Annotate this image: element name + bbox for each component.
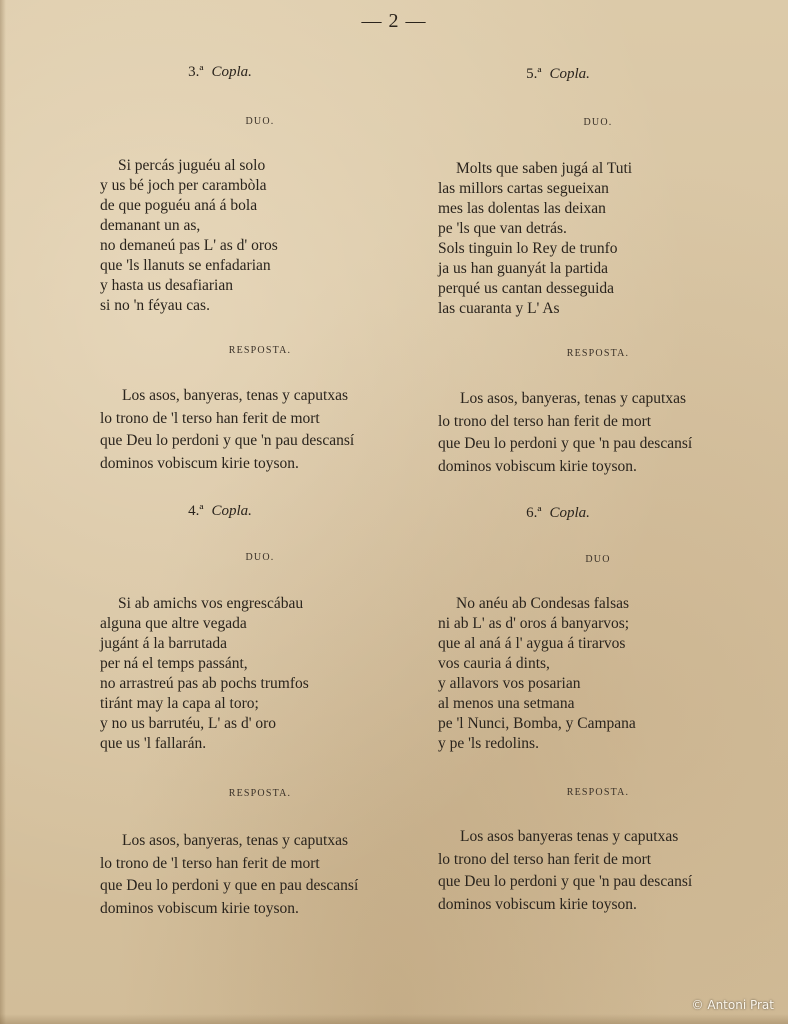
verse-line: dominos vobiscum kirie toyson. <box>100 899 299 917</box>
verse-line: y allavors vos posarian <box>438 675 581 692</box>
verse-line: Sols tinguin lo Rey de trunfo <box>438 240 618 257</box>
paper-edge-shadow <box>0 0 6 1024</box>
verse-line: ja us han guanyát la partida <box>438 260 609 277</box>
copla-word: Copla. <box>549 66 590 82</box>
copyright-credit: © Antoni Prat <box>691 998 774 1012</box>
verse-line: Los asos banyeras tenas y caputxas <box>460 828 679 845</box>
resposta-verse <box>100 385 440 475</box>
verse-line: pe 'l Nunci, Bomba, y Campana <box>438 715 636 732</box>
verse-line: jugánt á la barrutada <box>100 635 227 652</box>
copla-heading <box>438 503 678 522</box>
verse-line: alguna que altre vegada <box>100 615 247 632</box>
duo-label: DUO. <box>245 116 275 127</box>
verse-line: Molts que saben jugá al Tuti <box>456 160 633 177</box>
verse-line: y no us barrutéu, L' as d' oro <box>100 715 277 732</box>
verse-line: ni ab L' as d' oros á banyarvos; <box>438 615 630 632</box>
verse-line: las millors cartas segueixan <box>438 180 609 197</box>
verse-line: vos cauria á dints, <box>438 655 550 672</box>
verse-line: lo trono del terso han ferit de mort <box>438 850 652 868</box>
resposta-verse <box>100 830 440 920</box>
resposta-label: RESPOSTA. <box>228 788 292 799</box>
duo-label: DUO <box>585 554 611 565</box>
verse-line: que Deu lo perdoni y que 'n pau descansí <box>100 432 355 449</box>
verse-line: que al aná á l' aygua á tirarvos <box>438 635 626 652</box>
copla-heading <box>100 501 340 520</box>
resposta-verse <box>438 388 778 478</box>
page-number: — 2 — <box>361 10 427 32</box>
verse-line: no arrastreú pas ab pochs trumfos <box>100 675 309 692</box>
verse-line: per ná el temps passánt, <box>100 655 248 672</box>
verse-line: lo trono del terso han ferit de mort <box>438 412 652 430</box>
verse-line: lo trono de 'l terso han ferit de mort <box>100 854 320 872</box>
verse-line: dominos vobiscum kirie toyson. <box>100 454 299 472</box>
duo-verse <box>438 159 778 319</box>
verse-line: y hasta us desafiarian <box>100 277 233 294</box>
verse-line: no demaneú pas L' as d' oros <box>100 237 278 254</box>
verse-line: al menos una setmana <box>438 695 575 712</box>
verse-line: Si ab amichs vos engrescábau <box>118 595 304 612</box>
copla-word: Copla. <box>549 505 590 521</box>
verse-line: Los asos, banyeras, tenas y caputxas <box>122 387 348 404</box>
verse-line: pe 'ls que van detrás. <box>438 220 567 237</box>
verse-line: y us bé joch per carambòla <box>100 177 267 194</box>
verse-line: y pe 'ls redolins. <box>438 735 539 752</box>
resposta-label: RESPOSTA. <box>228 345 292 356</box>
copla-word: Copla. <box>211 503 252 519</box>
verse-line: que Deu lo perdoni y que 'n pau descansí <box>438 873 693 890</box>
verse-line: demanant un as, <box>100 217 201 234</box>
resposta-label: RESPOSTA. <box>566 787 630 798</box>
verse-line: lo trono de 'l terso han ferit de mort <box>100 409 320 427</box>
verse-line: que Deu lo perdoni y que en pau descansí <box>100 877 359 894</box>
verse-line: que us 'l fallarán. <box>100 735 207 752</box>
copla-number: 4.ª <box>188 503 204 519</box>
copla-heading <box>438 64 678 83</box>
copla-number: 3.ª <box>188 64 204 80</box>
verse-line: No anéu ab Condesas falsas <box>456 595 630 612</box>
resposta-verse <box>438 826 778 916</box>
resposta-label: RESPOSTA. <box>566 348 630 359</box>
verse-line: que 'ls llanuts se enfadarian <box>100 257 271 274</box>
copla-heading <box>100 62 340 81</box>
verse-line: si no 'n féyau cas. <box>100 297 210 314</box>
verse-line: perqué us cantan desseguida <box>438 280 615 297</box>
verse-line: Si percás juguéu al solo <box>118 157 266 174</box>
copla-number: 5.ª <box>526 66 542 82</box>
verse-line: que Deu lo perdoni y que 'n pau descansí <box>438 435 693 452</box>
duo-label: DUO. <box>245 552 275 563</box>
duo-verse <box>438 594 778 754</box>
verse-line: las cuaranta y L' As <box>438 300 560 317</box>
copla-number: 6.ª <box>526 505 542 521</box>
copla-word: Copla. <box>211 64 252 80</box>
paper-bottom-shadow <box>0 1014 788 1024</box>
duo-verse <box>100 594 440 754</box>
verse-line: Los asos, banyeras, tenas y caputxas <box>460 390 686 407</box>
verse-line: dominos vobiscum kirie toyson. <box>438 895 637 913</box>
verse-line: tiránt may la capa al toro; <box>100 695 259 712</box>
verse-line: de que poguéu aná á bola <box>100 197 258 214</box>
verse-line: Los asos, banyeras, tenas y caputxas <box>122 832 348 849</box>
duo-label: DUO. <box>583 117 613 128</box>
duo-verse <box>100 156 440 316</box>
verse-line: mes las dolentas las deixan <box>438 200 606 217</box>
verse-line: dominos vobiscum kirie toyson. <box>438 457 637 475</box>
